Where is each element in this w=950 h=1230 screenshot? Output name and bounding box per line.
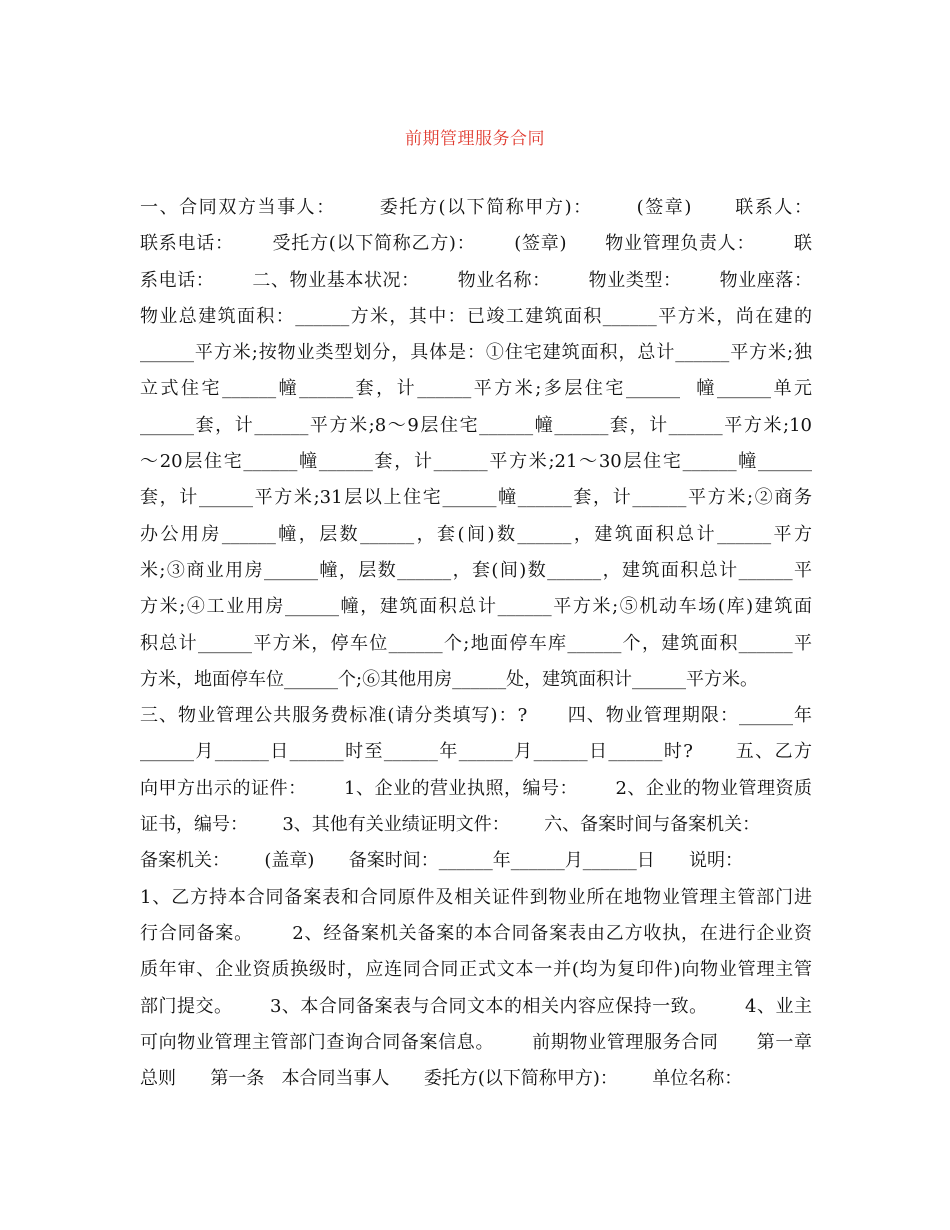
body-line: 一、合同双方当事人： 委托方(以下简称甲方)： (签章) 联系人： <box>140 197 812 218</box>
body-line: 套，计______平方米;31层以上住宅______幢______套，计______平方米;②商务 <box>140 487 812 509</box>
body-line: 系电话： 二、物业基本状况： 物业名称： 物业类型： 物业座落： <box>140 269 812 291</box>
body-line: 办公用房______幢，层数______，套(间)数______，建筑面积总计______平方 <box>140 523 812 545</box>
body-line: ～20层住宅______幢______套，计______平方米;21～30层住宅______幢______ <box>140 451 812 473</box>
body-line: 部门提交。 3、本合同备案表与合同文本的相关内容应保持一致。 4、业主 <box>140 995 812 1017</box>
body-line: 积总计______平方米，停车位______个;地面停车库______个，建筑面积______平 <box>140 632 812 654</box>
body-line: 向甲方出示的证件： 1、企业的营业执照，编号： 2、企业的物业管理资质 <box>140 777 812 799</box>
body-line: ______套，计______平方米;8～9层住宅______幢______套，计______平方米;10 <box>140 414 812 436</box>
body-line: 方米，地面停车位______个;⑥其他用房______处，建筑面积计______平方米。 <box>140 668 759 690</box>
body-line: 1、乙方持本合同备案表和合同原件及相关证件到物业所在地物业管理主管部门进 <box>140 886 812 908</box>
body-line: ______平方米;按物业类型划分，具体是：①住宅建筑面积，总计______平方米;独 <box>140 342 812 364</box>
document-body <box>140 190 812 1097</box>
body-line: 方米;④工业用房______幢，建筑面积总计______平方米;⑤机动车场(库)建筑面 <box>140 596 812 618</box>
body-line: 备案机关： (盖章) 备案时间：______年______月______日 说明： <box>140 850 744 872</box>
body-line: 三、物业管理公共服务费标准(请分类填写)：? 四、物业管理期限：______年 <box>140 705 812 727</box>
body-line: 米;③商业用房______幢，层数______，套(间)数______，建筑面积总计______平 <box>140 559 812 581</box>
body-line: 可向物业管理主管部门查询合同备案信息。 前期物业管理服务合同 第一章 <box>140 1031 812 1053</box>
body-line: 证书，编号： 3、其他有关业绩证明文件： 六、备案时间与备案机关： <box>140 814 761 836</box>
body-line: 质年审、企业资质换级时，应连同合同正式文本一并(均为复印件)向物业管理主管 <box>140 959 812 981</box>
body-line: 立式住宅______幢______套，计______平方米;多层住宅______ 幢______单元 <box>140 378 812 400</box>
body-line: 物业总建筑面积：______方米，其中：已竣工建筑面积______平方米，尚在建的 <box>140 305 812 327</box>
body-line: 联系电话： 受托方(以下简称乙方)： (签章) 物业管理负责人： 联 <box>140 233 812 255</box>
document-title: 前期管理服务合同 <box>405 129 545 149</box>
body-line: 行合同备案。 2、经备案机关备案的本合同备案表由乙方收执，在进行企业资 <box>140 922 812 944</box>
body-line: 总则 第一条 本合同当事人 委托方(以下简称甲方)： 单位名称： <box>140 1068 743 1090</box>
body-line: ______月______日______时至______年______月______日______时? 五、乙方 <box>140 741 812 763</box>
